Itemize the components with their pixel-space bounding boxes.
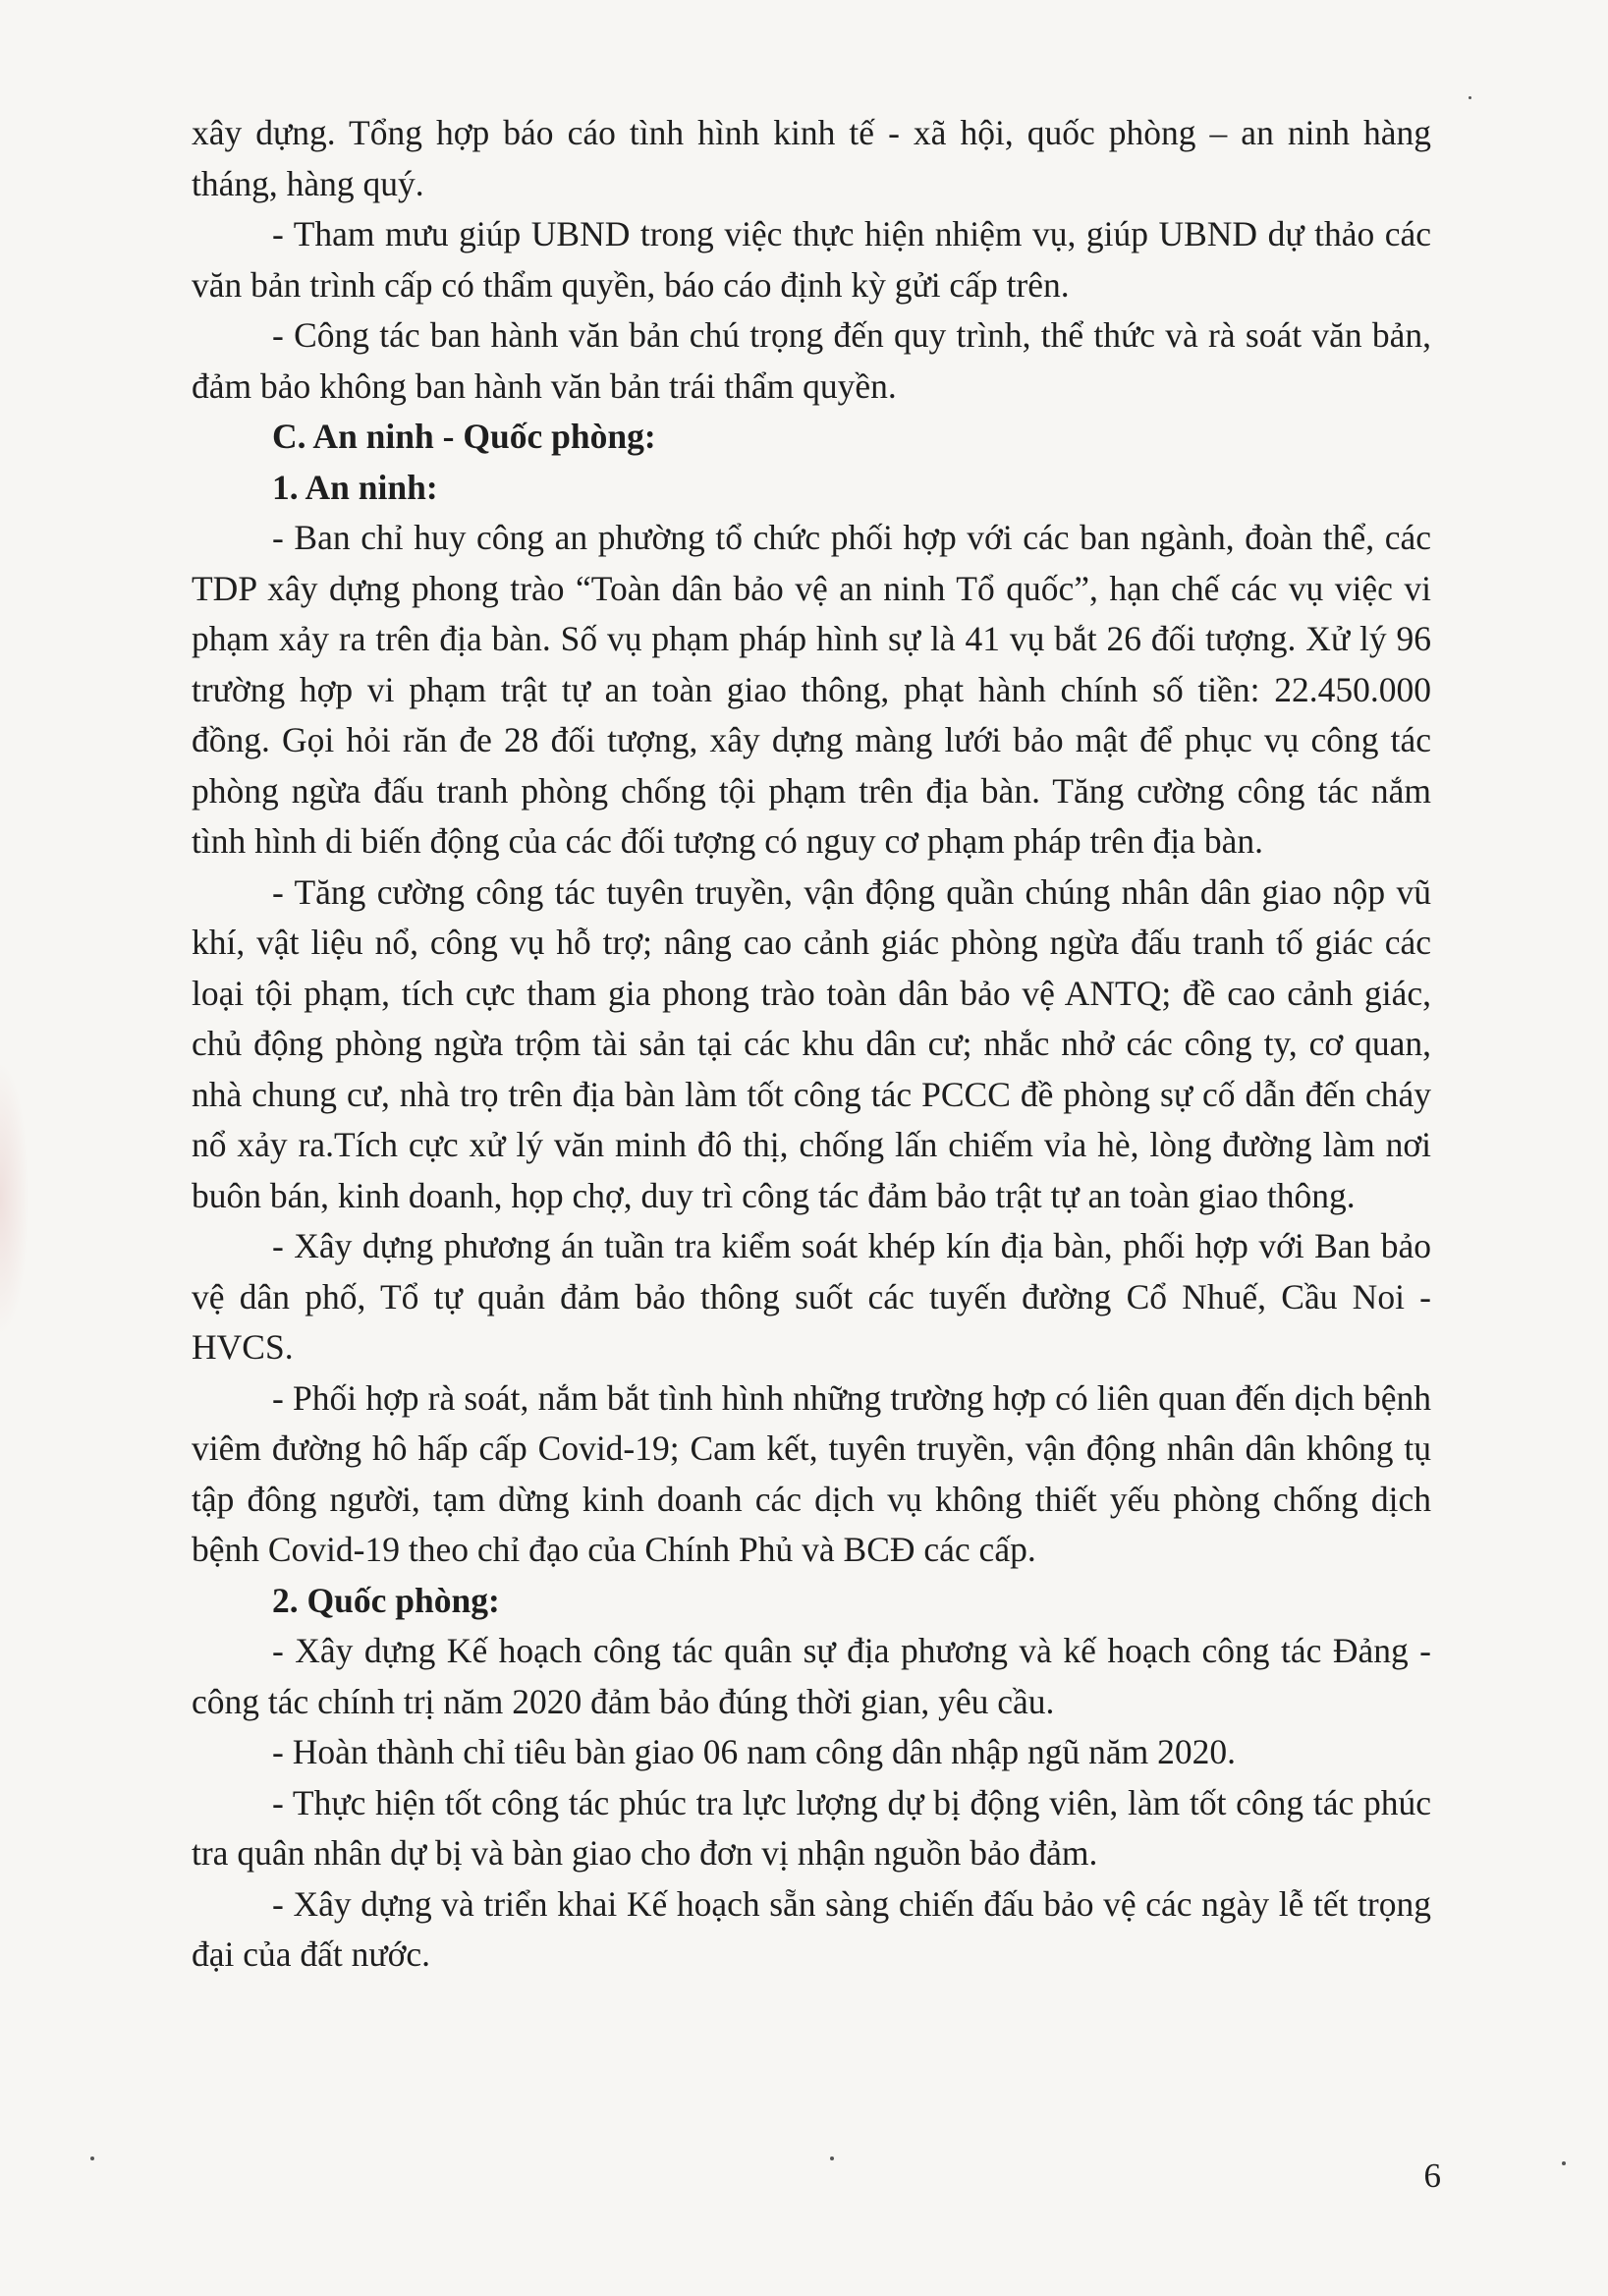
scan-speck (1562, 2161, 1566, 2165)
paragraph-propaganda: - Tăng cường công tác tuyên truyền, vận động quần chúng nhân dân giao nộp vũ khí, vật liệu nổ, công vụ hỗ trợ; nâng cao cảnh giác phòng ngừa đấu tranh tố giác các loại tội phạm, tích cực tham gia phong trào toàn dân bảo vệ ANTQ; đề cao cảnh giác, chủ động phòng ngừa trộm tài sản tại các khu dân cư; nhắc nhở các công ty, cơ quan, nhà chung cư, nhà trọ trên địa bàn làm tốt công tác PCCC đề phòng sự cố dẫn đến cháy nổ xảy ra.Tích cực xử lý văn minh đô thị, chống lấn chiếm vỉa hè, lòng đường làm nơi buôn bán, kinh doanh, họp chợ, duy trì công tác đảm bảo trật tự an toàn giao thông. (192, 871, 1431, 1215)
paragraph-covid-coordination: - Phối hợp rà soát, nắm bắt tình hình những trường hợp có liên quan đến dịch bệnh viêm đường hô hấp cấp Covid-19; Cam kết, tuyên truyền, vận động nhân dân không tụ tập đông người, tạm dừng kinh doanh các dịch vụ không thiết yếu phòng chống dịch bệnh Covid-19 theo chỉ đạo của Chính Phủ và BCĐ các cấp. (192, 1377, 1431, 1569)
scan-speck (830, 2156, 834, 2160)
paragraph-reserve-review: - Thực hiện tốt công tác phúc tra lực lượng dự bị động viên, làm tốt công tác phúc tra quân nhân dự bị và bàn giao cho đơn vị nhận nguồn bảo đảm. (192, 1782, 1431, 1873)
document-body (192, 108, 1431, 1981)
scan-speck (1469, 96, 1471, 99)
section-heading-security-defense: C. An ninh - Quốc phòng: (272, 417, 656, 456)
paragraph-military-plan: - Xây dựng Kế hoạch công tác quân sự địa phương và kế hoạch công tác Đảng - công tác chính trị năm 2020 đảm bảo đúng thời gian, yêu cầu. (192, 1631, 1431, 1721)
subsection-heading-defense: 2. Quốc phòng: (272, 1580, 500, 1620)
stamp-edge-mark (0, 1061, 29, 1336)
paragraph-document-issuance: - Công tác ban hành văn bản chú trọng đến quy trình, thể thức và rà soát văn bản, đảm bảo không ban hành văn bản trái thẩm quyền. (192, 315, 1431, 406)
paragraph-combat-readiness: - Xây dựng và triển khai Kế hoạch sẵn sàng chiến đấu bảo vệ các ngày lễ tết trọng đại của đất nước. (192, 1883, 1431, 1974)
paragraph-police-coordination: - Ban chỉ huy công an phường tổ chức phối hợp với các ban ngành, đoàn thể, các TDP xây dựng phong trào “Toàn dân bảo vệ an ninh Tổ quốc”, hạn chế các vụ việc vi phạm xảy ra trên địa bàn. Số vụ phạm pháp hình sự là 41 vụ bắt 26 đối tượng. Xử lý 96 trường hợp vi phạm trật tự an toàn giao thông, phạt hành chính số tiền: 22.450.000 đồng. Gọi hỏi răn đe 28 đối tượng, xây dựng màng lưới bảo mật để phục vụ công tác phòng ngừa đấu tranh phòng chống tội phạm trên địa bàn. Tăng cường công tác nắm tình hình di biến động của các đối tượng có nguy cơ phạm pháp trên địa bàn. (192, 518, 1431, 861)
paragraph-advisory: - Tham mưu giúp UBND trong việc thực hiện nhiệm vụ, giúp UBND dự thảo các văn bản trình cấp có thẩm quyền, báo cáo định kỳ gửi cấp trên. (192, 214, 1431, 305)
paragraph-patrol-plan: - Xây dựng phương án tuần tra kiểm soát khép kín địa bàn, phối hợp với Ban bảo vệ dân phố, Tổ tự quản đảm bảo thông suốt các tuyến đường Cổ Nhuế, Cầu Noi - HVCS. (192, 1226, 1431, 1367)
subsection-heading-security: 1. An ninh: (272, 467, 438, 507)
paragraph-continuation: xây dựng. Tổng hợp báo cáo tình hình kinh tế - xã hội, quốc phòng – an ninh hàng tháng, hàng quý. (192, 113, 1431, 203)
paragraph-conscription: - Hoàn thành chỉ tiêu bàn giao 06 nam công dân nhập ngũ năm 2020. (272, 1732, 1236, 1771)
page-number: 6 (1423, 2156, 1441, 2195)
scan-speck (90, 2156, 94, 2160)
